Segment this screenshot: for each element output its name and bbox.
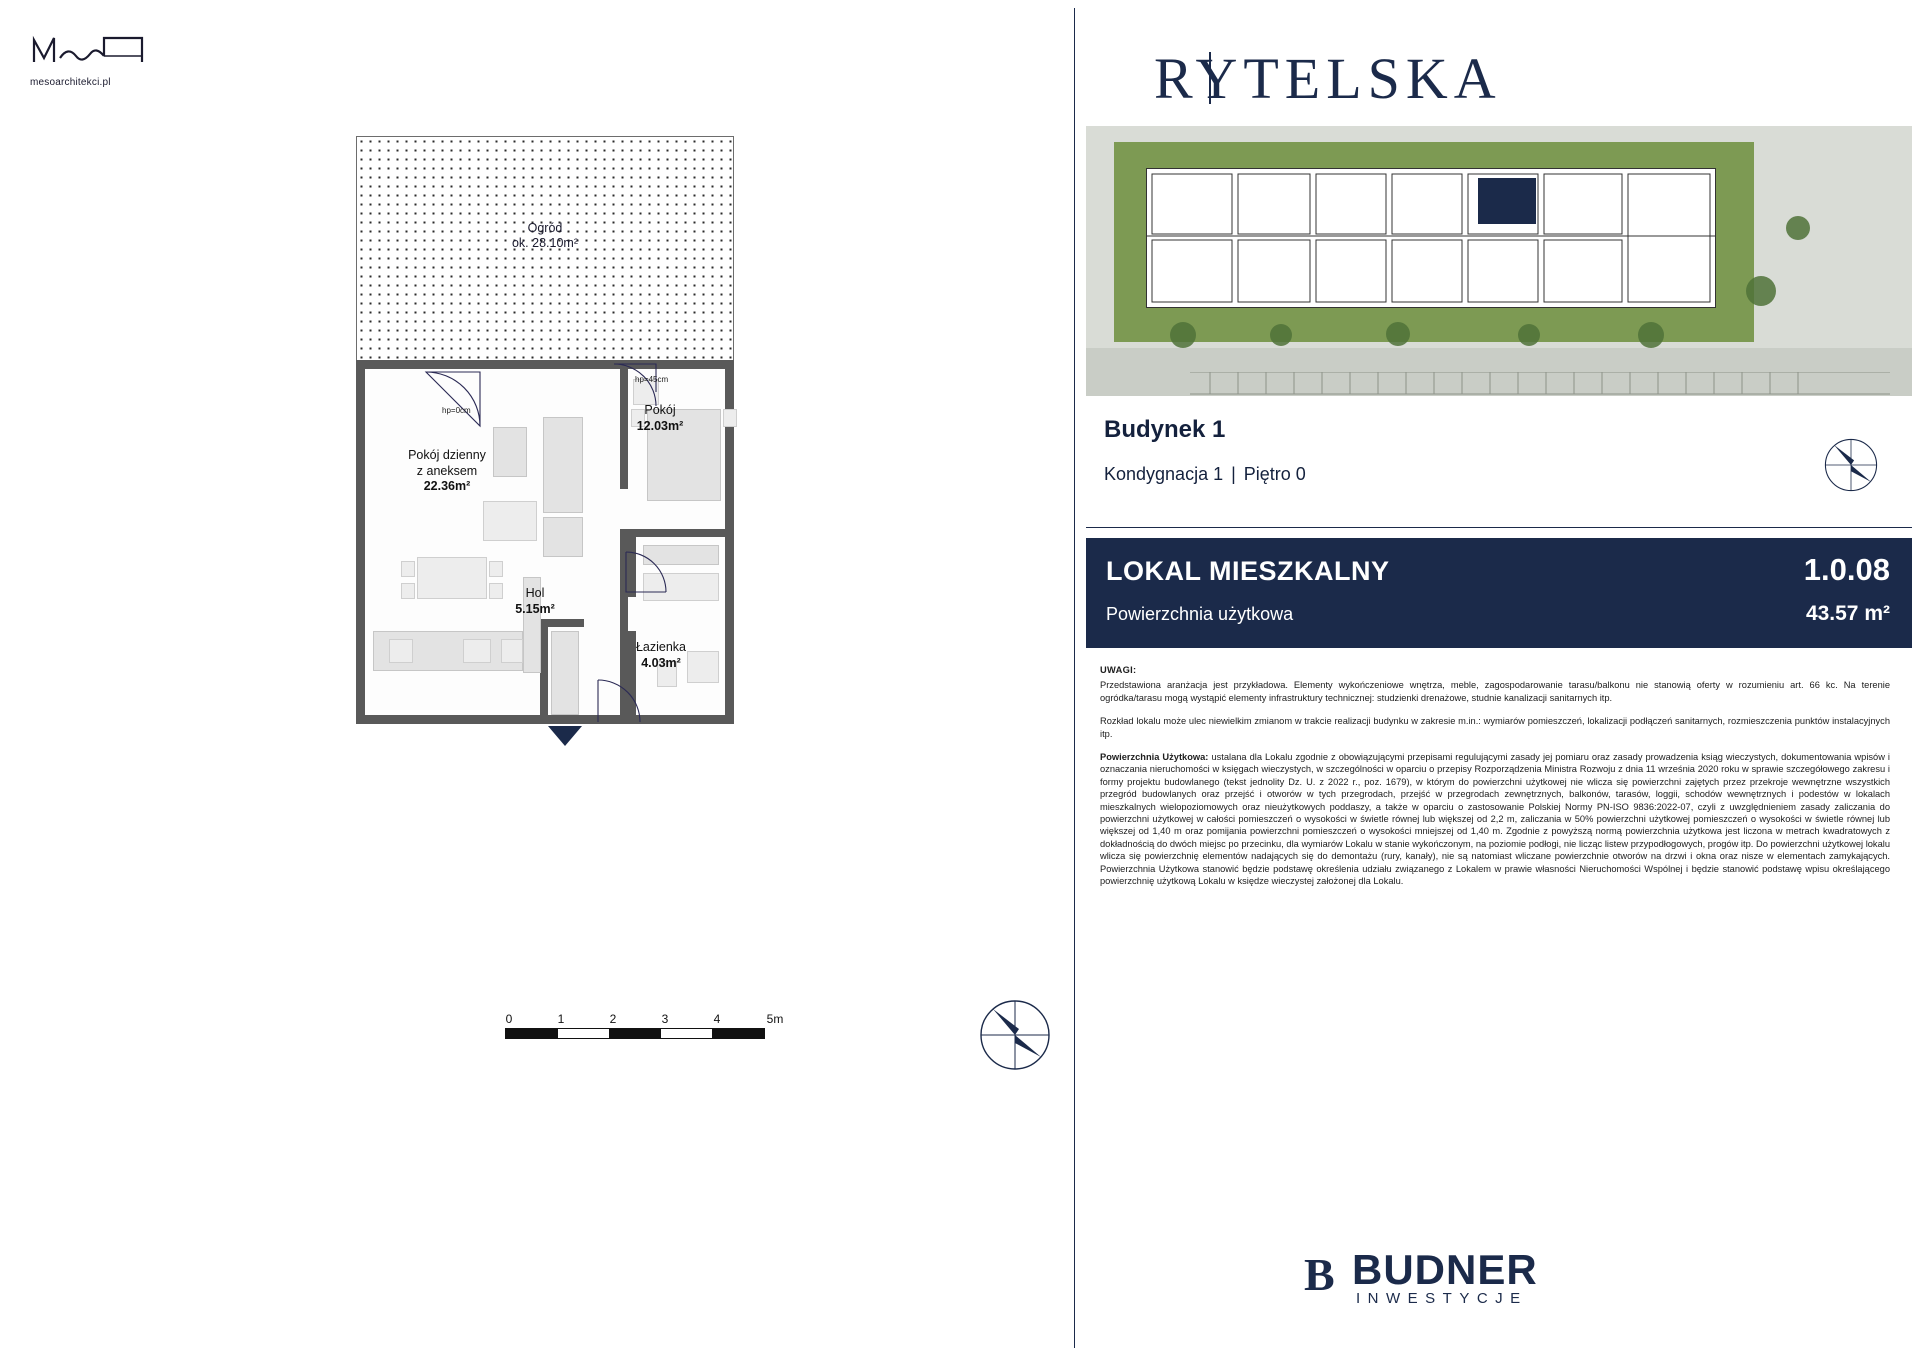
hall-wardrobe: [551, 631, 579, 715]
dining-table: [417, 557, 487, 599]
scale-tick-5: 5m: [766, 1012, 784, 1026]
window-note-2: hp=45cm: [635, 375, 669, 384]
scale-bar-graphic: [505, 1028, 765, 1039]
scale-seg-3: [609, 1029, 661, 1038]
legal-notes: [1100, 664, 1890, 899]
scale-seg-1: [506, 1029, 558, 1038]
storey-info: [1104, 464, 1306, 485]
meso-logo-icon: [30, 28, 150, 70]
brand-text: RYTELSKA: [1154, 46, 1502, 111]
compass-rose-icon-panel: [1820, 434, 1882, 496]
building-info-block: [1086, 402, 1912, 528]
project-brand: [1146, 38, 1606, 118]
unit-type-label: LOKAL MIESZKALNY: [1106, 556, 1390, 586]
room-living-area: 22.36m²: [423, 479, 471, 493]
scale-tick-labels: [505, 1012, 795, 1028]
bathroom-vanity: [643, 545, 719, 565]
room-bedroom-area: 12.03m²: [636, 418, 684, 433]
architect-logo: [30, 28, 210, 88]
scale-tick-0: 0: [505, 1012, 513, 1026]
room-label-living: [352, 448, 542, 495]
room-bedroom-name: Pokój: [644, 403, 676, 417]
room-bathroom-area: 4.03m²: [641, 655, 681, 670]
vertical-divider: [1074, 8, 1075, 1348]
apartment-floor-plan: [330, 120, 760, 760]
wall-entry-stub: [540, 627, 548, 715]
sofa: [543, 417, 583, 513]
notes-paragraph-3-lead: Powierzchnia Użytkowa:: [1100, 752, 1209, 763]
wall-hall-bedroom: [620, 529, 628, 715]
scale-tick-1: 1: [557, 1012, 565, 1026]
wall-bathroom-hall: [628, 537, 636, 597]
usable-area-value: 43.57 m²: [1805, 602, 1890, 625]
notes-paragraph-3: [1100, 751, 1890, 887]
garden-area-value: ok. 28.10m²: [511, 236, 578, 250]
scale-tick-3: 3: [661, 1012, 669, 1026]
site-plan: [1086, 126, 1912, 396]
room-living-line2: z aneksem: [416, 463, 478, 478]
entrance-marker: [548, 726, 582, 746]
garden-area: [356, 136, 734, 366]
scale-tick-2: 2: [609, 1012, 617, 1026]
room-label-bedroom: [605, 403, 715, 434]
garden-label: [357, 221, 733, 251]
site-highlighted-unit: [1478, 178, 1536, 224]
nightstand-right: [723, 409, 737, 427]
dining-chair-3: [489, 561, 503, 577]
usable-area-label: Powierzchnia użytkowa: [1106, 604, 1294, 624]
tree-2: [1270, 324, 1292, 346]
tree-1: [1170, 322, 1196, 348]
developer-tagline: INWESTYCJE: [1356, 1290, 1528, 1307]
scale-seg-4: [661, 1029, 713, 1038]
dining-chair-1: [401, 561, 415, 577]
scale-seg-2: [558, 1029, 610, 1038]
brand-wordmark: [1146, 38, 1606, 118]
floor-label: Piętro 0: [1243, 464, 1306, 484]
kitchen-hob: [501, 639, 523, 663]
storey-label: Kondygnacja 1: [1104, 464, 1224, 484]
storey-separator: |: [1231, 464, 1236, 484]
developer-initial: B: [1304, 1249, 1335, 1300]
room-hall-name: Hol: [525, 586, 545, 600]
architect-website: mesoarchitekci.pl: [30, 77, 111, 88]
room-label-bathroom: [606, 640, 716, 671]
developer-logo: [1304, 1246, 1694, 1308]
notes-paragraph-3-body: ustalana dla Lokalu zgodnie z obowiązującymi przepisami regulującymi zasady jej pomiaru oraz zasady prowadzenia ksiąg wieczystych, dokumentowania wpisów i oznaczania nieruchomości w księgach wieczystych, w szczególności w oparciu o przepisy Rozporządzenia Ministra Rozwoju z dnia 11 września 2020 roku w sprawie szczegółowego zakresu i formy projektu budowlanego (tekst jednolity Dz. U. z 2022 r., poz. 1679), w którym do powierzchni użytkowej nie wlicza się powierzchni zajętych przez przekroje wewnętrzne wszystkich przegród budowlanych oraz przejść i otworów w tych przegrodach, przejść w przegrodach zewnętrznych, balkonów, tarasów, loggii, schodów wewnętrznych i podestów w lokalach mieszkalnych wielopoziomowych oraz nieużytkowych poddaszy, a także w oparciu o zastosowanie Polskiej Normy PN-ISO 9836:2022-07, czyli z uwzględnieniem zasady zaliczania do powierzchni użytkowej w całości pomieszczeń o wysokości w świetle równej lub większej od 2,2 m, zaliczania w 50% powierzchni użytkowej pomieszczeń o wysokości w świetle równej lub większej od 1,40 m oraz pomijania powierzchni pomieszczeń o wysokości mniejszej od 1,40 m. Zgodnie z powyższą normą powierzchnia użytkowa jest liczona w metrach kwadratowych z dokładnością do dwóch miejsc po przecinku, dla wymiarów Lokalu w stanie wykończonym, na poziomie podłogi, nie licząc listew przypodłogowych, progów itp. Do powierzchni użytkowej lokalu wlicza się powierzchnię elementów nadających się do demontażu (rury, kanały), nie są natomiast wliczane powierzchnie otworów na drzwi i okna oraz nisze w elementach zamykających. Powierzchnia Użytkowa stanowić będzie podstawę określenia udziału związanego z Lokalem w prawie własności Nieruchomości Wspólnej i będzie stanowić podstawę wpisu określającego powierzchnię użytkową Lokalu w księdze wieczystej założonej dla Lokalu.: [1100, 752, 1891, 887]
compass-rose-icon: [975, 995, 1055, 1075]
site-building-units: [1146, 168, 1716, 308]
notes-paragraph-1: Przedstawiona aranżacja jest przykładowa. Elementy wykończeniowe wnętrza, meble, zagospodarowanie tarasu/balkonu nie stanowią oferty w rozumieniu art. 66 kc. Na terenie ogródka/tarasu mogą wystąpić elementy infrastruktury technicznej: studzienki drenażowe, studnie kanalizacji sanitarnych itp.: [1100, 680, 1890, 703]
bathtub: [643, 573, 719, 601]
unit-code: 1.0.08: [1803, 552, 1890, 587]
tree-4: [1518, 324, 1540, 346]
dining-chair-2: [401, 583, 415, 599]
garden-name: Ogród: [527, 221, 563, 235]
room-bathroom-name: Łazienka: [635, 640, 687, 654]
wall-bedroom-bathroom: [628, 529, 733, 537]
tree-6: [1746, 276, 1776, 306]
coffee-table: [483, 501, 537, 541]
notes-paragraph-2: Rozkład lokalu może ulec niewielkim zmianom w trakcie realizacji budynku w zakresie m.in.: wymiarów pomieszczeń, lokalizacji podłączeń sanitarnych, rozmieszczenia punktów instalacyjnych itp.: [1100, 716, 1890, 739]
kitchen-sink: [463, 639, 491, 663]
developer-name: BUDNER: [1352, 1246, 1538, 1293]
site-parking-row: [1190, 372, 1890, 396]
unit-summary-bar: [1086, 538, 1912, 648]
building-title: Budynek 1: [1104, 416, 1226, 443]
window-note-1: hp=0cm: [442, 406, 471, 415]
room-hall-area: 5.15m²: [515, 601, 555, 616]
tree-3: [1386, 322, 1410, 346]
notes-heading: UWAGI:: [1100, 665, 1137, 675]
scale-bar: [505, 1012, 795, 1039]
sofa-chaise: [543, 517, 583, 557]
scale-seg-5: [712, 1029, 764, 1038]
kitchen-appliance: [389, 639, 413, 663]
info-panel: [1086, 8, 1912, 1348]
tree-5: [1638, 322, 1664, 348]
room-living-line1: Pokój dzienny: [408, 448, 486, 462]
room-label-hall: [485, 586, 585, 617]
scale-tick-4: 4: [713, 1012, 721, 1026]
tree-7: [1786, 216, 1810, 240]
wall-entry-stub-top: [540, 619, 584, 627]
